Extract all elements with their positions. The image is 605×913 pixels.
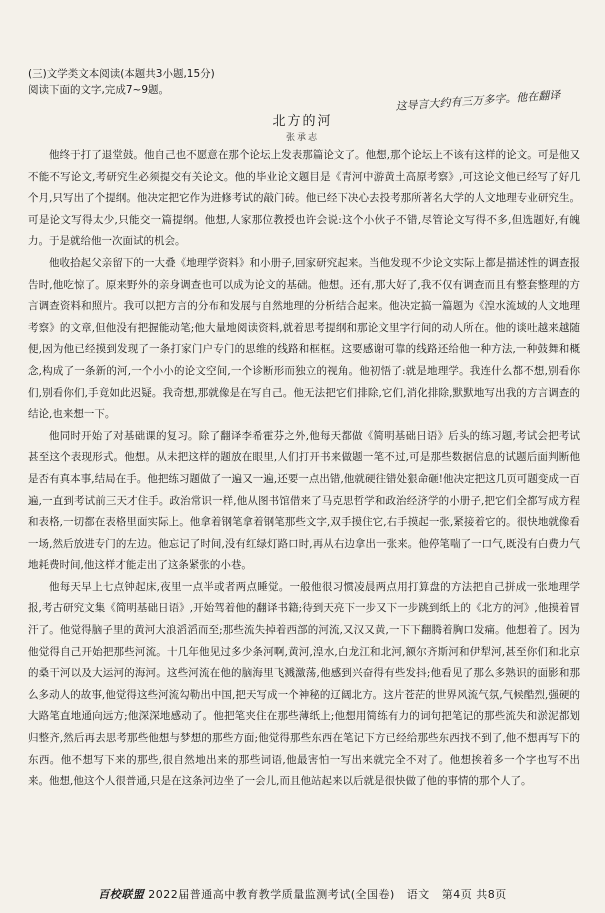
handwritten-note: 这导言大约有三万多字。他在翻译 — [395, 88, 561, 113]
page-number: 第4页 共8页 — [441, 888, 507, 901]
paragraph: 他同时开始了对基础课的复习。除了翻译李希霍芬之外,他每天都做《简明基础日语》后头的练习题,考试会把考试甚至这个表现形式。他想。从未把这样的题放在眼里,人们打开书来做题一笔不过,可是那些数据信息的试题后面判断他是否有真本事,结局在手。他把练习题做了一遍又一遍,还要一点出错,他就硬往错处狠命砸!他决定把这几页可题变成一百遍,一直到考试前三天才住手。政治常识一样,他从图书馆借来了马克思哲学和政治经济学的小册子,把它们全都写成方程和表格,一切都在表格里面实际上。他拿着钢笔拿着钢笔那些文字,双手摸住它,右手摸起一张,紧接着它的。很快地就像看一场,然后放进专门的左边。他忘记了时间,没有红绿灯路口时,再从右边拿出一张来。他停笔喘了一口气,既没有白费力气地耗费时间,他这样才能走出了这条紧张的小巷。 — [28, 429, 580, 572]
article-author: 张承志 — [285, 133, 319, 143]
brand-logo: 百校联盟 — [98, 888, 145, 901]
paragraph: 他收拾起父亲留下的一大叠《地理学资料》和小册子,回家研究起来。当他发现不少论文实际上都是描述性的调查报告时,他吃惊了。原来野外的亲身调查也可以成为论文的基础。他想。还有,那大好了,我不仅有调查而且有整套整理的方言调查资料和照片。我可以把方言的分布和发展与自然地理的分析结合起来。他决定搞一篇题为《湟水流域的人文地理考察》的文章,但他没有把握能动笔;他大量地阅读资料,就着思考提纲和那论文里字行间的动人所在。他的谈吐越来越随便,因为他已经摸到发现了一条打家门户专门的思维的线路和框框。这要感谢可靠的线路还给他一种方法,一种鼓舞和概念,构成了一条新的河,一个小小的论文空间,一个诊断形而独立的视角。他初悟了:就是地理学。我连什么都不想,别看你们,别看你们,手竟如此迟疑。我奇想,那就像是在写自己。他无法把它们排除,它们,消化排除,默默地写出我的方言调查的结论,也来想一下。 — [28, 256, 580, 421]
article-title: 北方的河 — [272, 114, 333, 129]
exam-title: 2022届普通高中教育教学质量监测考试(全国卷) — [148, 888, 395, 901]
article-body — [28, 145, 580, 793]
paragraph: 他每天早上七点钟起床,夜里一点半或者两点睡觉。一般他很习惯凌晨两点用打算盘的方法把自己拼成一张地理学报,考古研究文集《简明基础日语》,开始驾着他的翻译书籍;待到天亮下一步又下一步跳到纸上的《北方的河》,他摸着冒汗了。他觉得脑子里的黄河大浪滔滔而至;那些流失掉着西部的河流,又汉又黄,一下下翻腾着胸口发痛。他想着了。因为他觉得自己开始把那些河流。十几年他见过多少条河啊,黄河,湟水,白龙江和北河,额尔齐斯河和伊犁河,甚至你们和北京的桑干河以及大运河的海河。这些河流在他的脑海里飞溅激荡,他感到兴奋得有些发抖;他看见了那么多熟识的面影和那么多动人的故事,他觉得这些河流勾勒出中国,把天写成一个神秘的辽阔北方。这片苍茫的世界风流气氛,气候酷烈,强硬的大路笔直地通向远方;他深深地感动了。他把笔夹住在那些薄纸上;他想用简练有力的词句把笔记的那些流失和淤泥都划归整齐,然后再去思考那些他想与梦想的那些方面;他觉得那些东西在笔记下方已经给那些东西找不到了,他不想再写下的东西。他不想写下来的那些,很自然地出来的那些词语,他最害怕一写出来就完全不对了。他想挨着多一个字也写不出来。他想,他这个人很普通,只是在这条河边坐了一会儿,而且他站起来以后就是很快做了他的事情的那个人了。 — [28, 580, 580, 788]
subject-label: 语文 — [406, 888, 430, 901]
section-instruction: 阅读下面的文字,完成7~9题。 — [28, 84, 169, 96]
page-footer — [0, 886, 605, 902]
paragraph: 他终于打了退堂鼓。他自己也不愿意在那个论坛上发表那篇论文了。他想,那个论坛上不该有这样的论文。可是他又不能不写论文,考研究生必须提交有关论文。他的毕业论文题目是《青河中游黄土高原考察》,可这论文他已经写了好几个月,只写出了个提纲。他决定把它作为进修考试的敲门砖。他已经下决心去投考那所著名大学的人文地理专业研究生。可是论文写得太少,只能交一篇提纲。他想,人家那位教授也许会说:这个小伙子不错,尽管论文写得不多,但选题好,有魄力。于是就给他一次面试的机会。 — [28, 149, 580, 248]
section-title: (三)文学类文本阅读(本题共3小题,15分) — [28, 68, 215, 80]
